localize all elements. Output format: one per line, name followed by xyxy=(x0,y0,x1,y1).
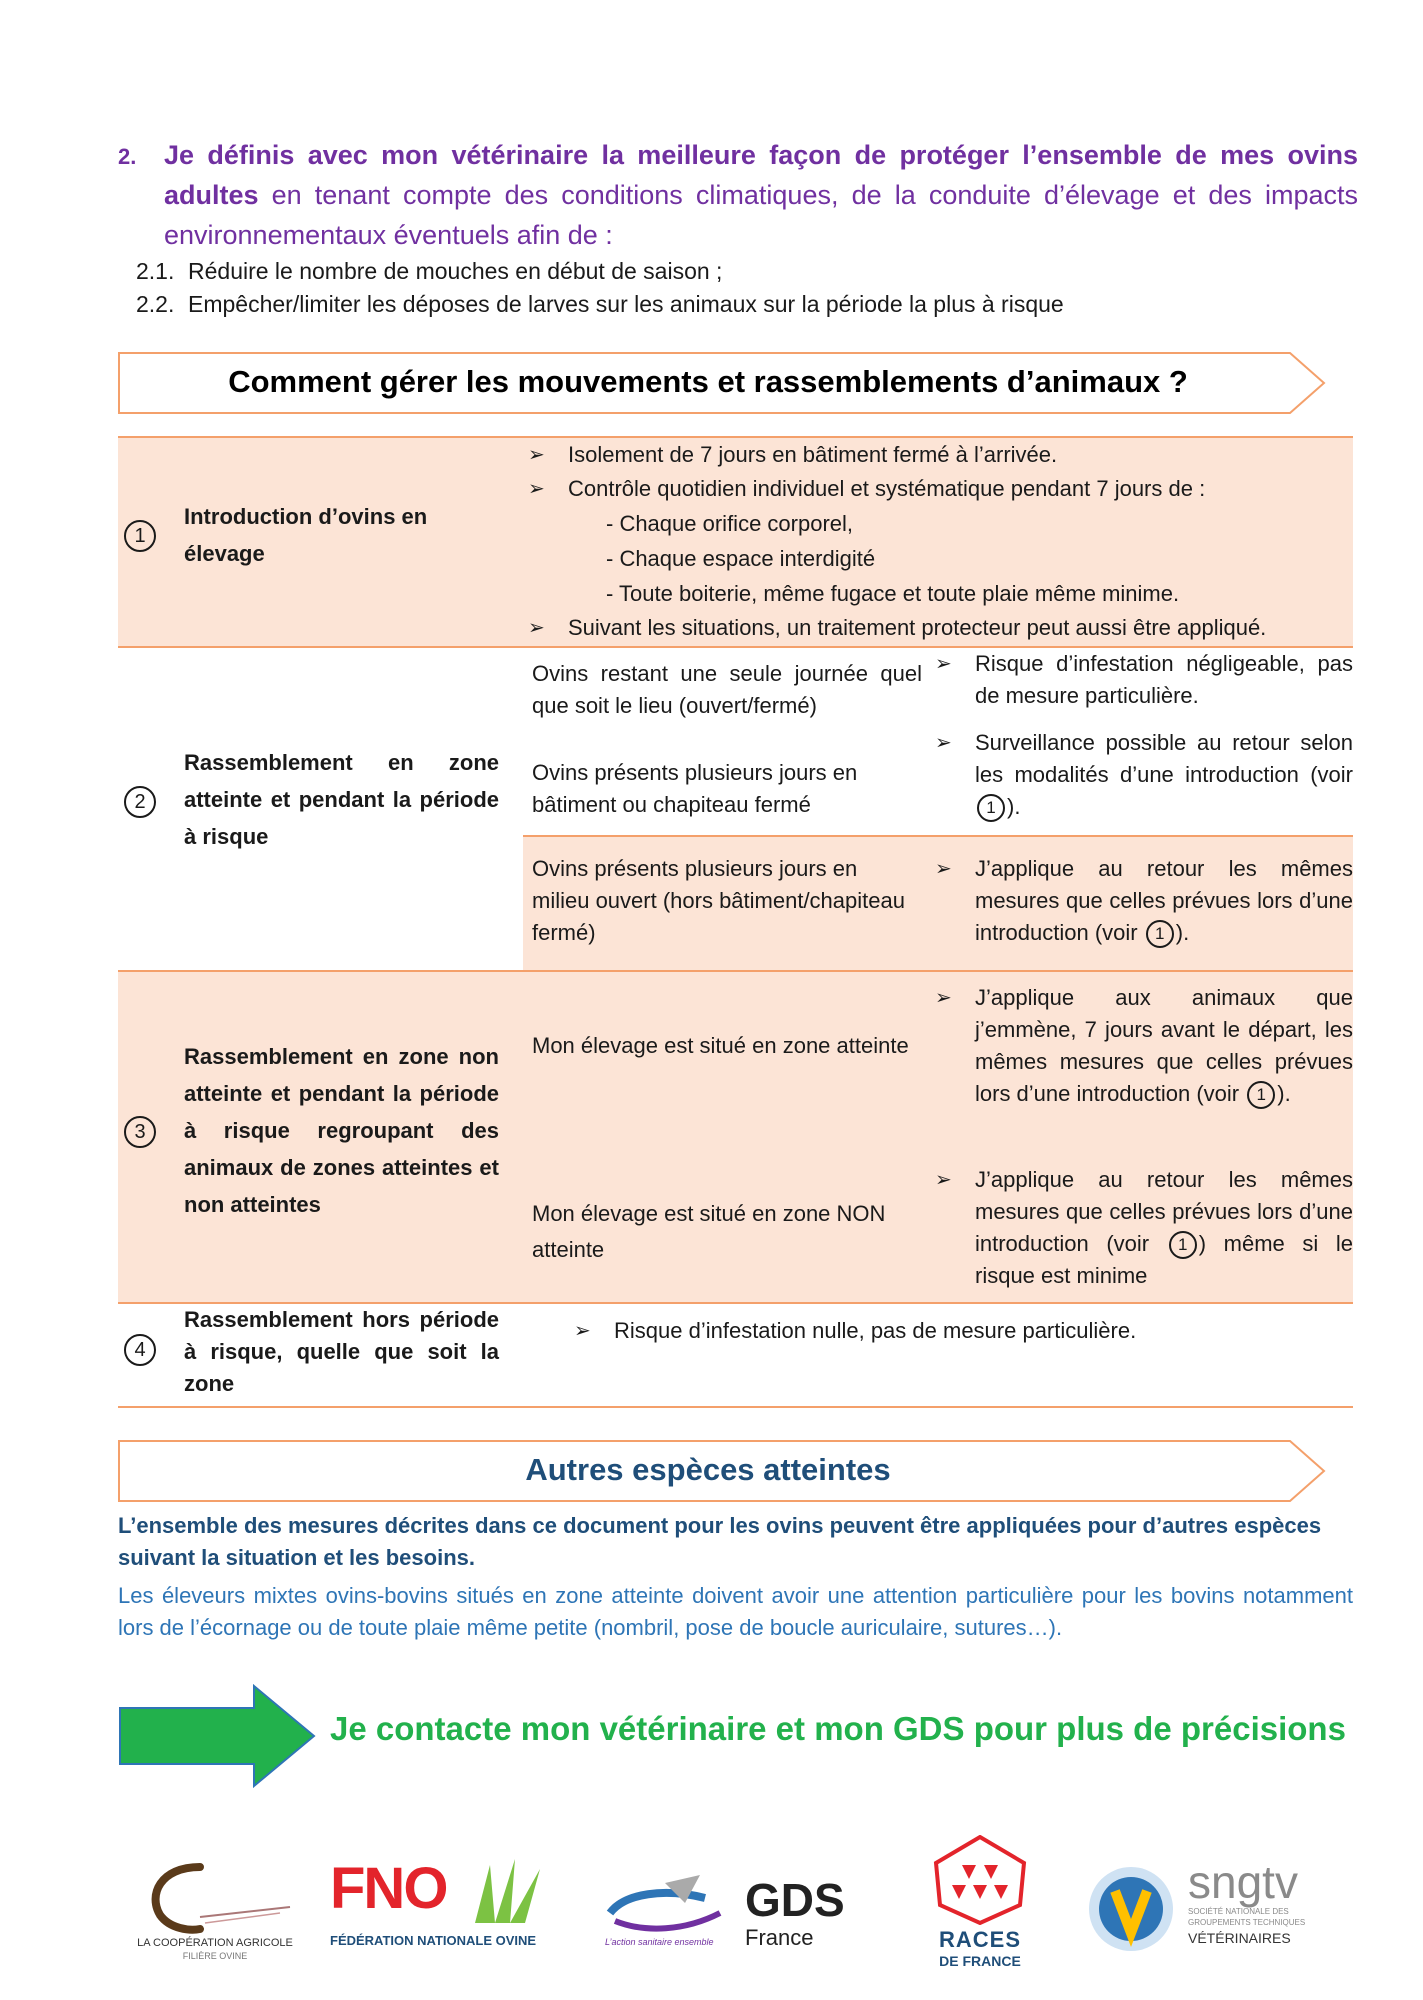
bullet-text xyxy=(975,853,1353,949)
row-1-dash-3: - Toute boiterie, même fugace et toute plaie même minime. xyxy=(606,581,1180,606)
row-3-case-a: Mon élevage est situé en zone atteinte xyxy=(532,1033,909,1058)
bullet-text: Contrôle quotidien individuel et systématique pendant 7 jours de : xyxy=(568,476,1206,501)
sngtv-sub: VÉTÉRINAIRES xyxy=(1188,1930,1291,1946)
row-4-number: 4 xyxy=(124,1334,156,1366)
fno-logo xyxy=(330,1855,550,1965)
row-2-number: 2 xyxy=(124,786,156,818)
sub-item-2-1 xyxy=(136,258,722,285)
cooperation-agricole-logo xyxy=(130,1855,300,1975)
row-2-label: Rassemblement en zone atteinte et pendant la période à risque xyxy=(184,750,499,849)
circle-ref: 1 xyxy=(1247,1081,1275,1109)
banner-title: Comment gérer les mouvements et rassemblements d’animaux ? xyxy=(228,364,1188,399)
measures-table xyxy=(118,436,1353,1416)
bullet-arrow-icon: ➢ xyxy=(935,653,952,675)
circle-ref: 1 xyxy=(1169,1231,1197,1259)
bullet-arrow-icon: ➢ xyxy=(528,617,545,639)
sngtv-sub: SOCIÉTÉ NATIONALE DES xyxy=(1188,1907,1289,1916)
bullet-arrow-icon: ➢ xyxy=(935,858,952,880)
section-2-text xyxy=(164,135,1358,255)
sngtv-letters: sngtv xyxy=(1188,1856,1298,1908)
bullet-text: Risque d’infestation négligeable, pas de mesure particulière. xyxy=(975,651,1353,708)
bullet-arrow-icon: ➢ xyxy=(935,1169,952,1191)
bullet-text-part: J’applique au retour les mêmes mesures que celles prévues lors d’une introduction (voir xyxy=(975,1167,1353,1256)
gds-tagline: L’action sanitaire ensemble xyxy=(605,1937,714,1947)
row-1-dash-1: - Chaque orifice corporel, xyxy=(606,511,854,536)
coop-name: LA COOPÉRATION AGRICOLE xyxy=(137,1937,293,1949)
row-3-bullet-b xyxy=(935,1164,1353,1292)
races-de-france-logo xyxy=(920,1835,1040,1975)
sub-item-2-2 xyxy=(136,291,1064,318)
bullet-text-part: ). xyxy=(1175,920,1190,945)
fno-sub: FÉDÉRATION NATIONALE OVINE xyxy=(330,1933,537,1948)
bullet-text-part: J’applique au retour les mêmes mesures que celles prévues lors d’une introduction (voir xyxy=(975,856,1353,945)
gds-swoosh-icon xyxy=(605,1873,730,1933)
row-3-case-b: Mon élevage est situé en zone NON atteinte xyxy=(532,1201,886,1262)
sngtv-logo xyxy=(1085,1855,1325,1965)
banner-autres-especes xyxy=(118,1440,1323,1500)
bullet-text-part: ). xyxy=(1277,1081,1291,1106)
autres-especes-text: Les éleveurs mixtes ovins-bovins situés en zone atteinte doivent avoir une attention particulière pour les bovins notamment lors de l’écornage ou de toute plaie même petite (nombril, pose de boucle auriculaire, sutures…). xyxy=(118,1583,1353,1640)
row-1-bullet-2 xyxy=(528,472,1348,506)
sub-item-text: Empêcher/limiter les déposes de larves sur les animaux sur la période la plus à risque xyxy=(188,291,1064,317)
section-2-lead: Je définis avec mon vétérinaire la meilleure façon de protéger l’ensemble de mes ovins adultes xyxy=(164,140,1358,210)
bullet-text xyxy=(975,727,1353,823)
bullet-text-part: ) même si le risque est minime xyxy=(975,1231,1354,1288)
row-1-bullet-1 xyxy=(528,438,1348,472)
sub-item-number: 2.2. xyxy=(136,291,175,317)
bullet-arrow-icon: ➢ xyxy=(528,478,545,500)
races-text: RACES xyxy=(938,1927,1021,1952)
section-2-rest: en tenant compte des conditions climatiques, de la conduite d’élevage et des impacts environnementaux éventuels afin de : xyxy=(164,180,1358,250)
bullet-arrow-icon: ➢ xyxy=(935,732,952,754)
section-2-number: 2. xyxy=(118,144,137,169)
grass-icon xyxy=(470,1855,550,1925)
row-2-bullet-c xyxy=(935,853,1353,949)
row-4-label: Rassemblement hors période à risque, quelle que soit la zone xyxy=(184,1307,499,1396)
bullet-text xyxy=(975,1164,1353,1292)
gds-letters: GDS xyxy=(745,1874,845,1926)
row-1-number: 1 xyxy=(124,520,156,552)
banner-mouvements xyxy=(118,352,1323,412)
gds-country: France xyxy=(745,1925,814,1950)
coop-sub: FILIÈRE OVINE xyxy=(182,1951,248,1961)
sub-item-text: Réduire le nombre de mouches en début de saison ; xyxy=(188,258,723,284)
bullet-arrow-icon: ➢ xyxy=(574,1320,591,1342)
bullet-text: Isolement de 7 jours en bâtiment fermé à l’arrivée. xyxy=(568,442,1058,467)
bullet-text xyxy=(975,982,1353,1110)
cooperation-swoosh-icon xyxy=(130,1855,300,1935)
circle-ref: 1 xyxy=(1146,920,1174,948)
row-1-bullet-3 xyxy=(528,611,1358,645)
fno-letters: FNO xyxy=(330,1856,447,1921)
row-4-bullet xyxy=(574,1314,1334,1348)
gds-logo xyxy=(605,1855,865,1965)
races-sub: DE FRANCE xyxy=(939,1953,1021,1969)
bullet-text: Suivant les situations, un traitement protecteur peut aussi être appliqué. xyxy=(568,615,1267,640)
contact-text: Je contacte mon vétérinaire et mon GDS pour plus de précisions xyxy=(330,1710,1346,1747)
sngtv-sub: GROUPEMENTS TECHNIQUES xyxy=(1188,1918,1306,1927)
row-divider xyxy=(523,835,1353,837)
row-divider xyxy=(118,1406,1353,1408)
row-1-dash-2: - Chaque espace interdigité xyxy=(606,546,876,571)
row-2-bullet-a xyxy=(935,648,1353,712)
bullet-text: Risque d’infestation nulle, pas de mesure particulière. xyxy=(614,1318,1137,1343)
row-2-case-a: Ovins restant une seule journée quel que soit le lieu (ouvert/fermé) xyxy=(532,661,922,718)
sngtv-globe-icon xyxy=(1085,1861,1181,1957)
green-arrow-icon xyxy=(118,1684,316,1788)
bullet-arrow-icon: ➢ xyxy=(528,444,545,466)
row-2-case-c: Ovins présents plusieurs jours en milieu ouvert (hors bâtiment/chapiteau fermé) xyxy=(532,856,905,945)
row-3-bullet-a xyxy=(935,982,1353,1110)
sub-item-number: 2.1. xyxy=(136,258,175,284)
banner-title: Autres espèces atteintes xyxy=(525,1452,891,1487)
autres-especes-bold: L’ensemble des mesures décrites dans ce document pour les ovins peuvent être appliquées pour d’autres espèces suivant la situation et les besoins. xyxy=(118,1513,1322,1570)
bullet-arrow-icon: ➢ xyxy=(935,987,952,1009)
row-1-label: Introduction d’ovins en élevage xyxy=(184,504,428,566)
races-hexagon-icon xyxy=(932,1835,1028,1925)
row-3-number: 3 xyxy=(124,1116,156,1148)
row-2-bullet-b xyxy=(935,727,1353,823)
row-2-case-b: Ovins présents plusieurs jours en bâtiment ou chapiteau fermé xyxy=(532,760,858,817)
circle-ref: 1 xyxy=(977,794,1005,822)
section-2 xyxy=(118,135,1358,255)
bullet-text-part: ). xyxy=(1007,794,1021,819)
bullet-text-part: J’applique aux animaux que j’emmène, 7 jours avant le départ, les mêmes mesures que celles prévues lors d’une introduction (voir xyxy=(975,985,1353,1106)
bullet-text-part: Surveillance possible au retour selon les modalités d’une introduction (voir xyxy=(975,730,1353,787)
row-3-label: Rassemblement en zone non atteinte et pendant la période à risque regroupant des animaux de zones atteintes et non atteintes xyxy=(184,1044,499,1217)
